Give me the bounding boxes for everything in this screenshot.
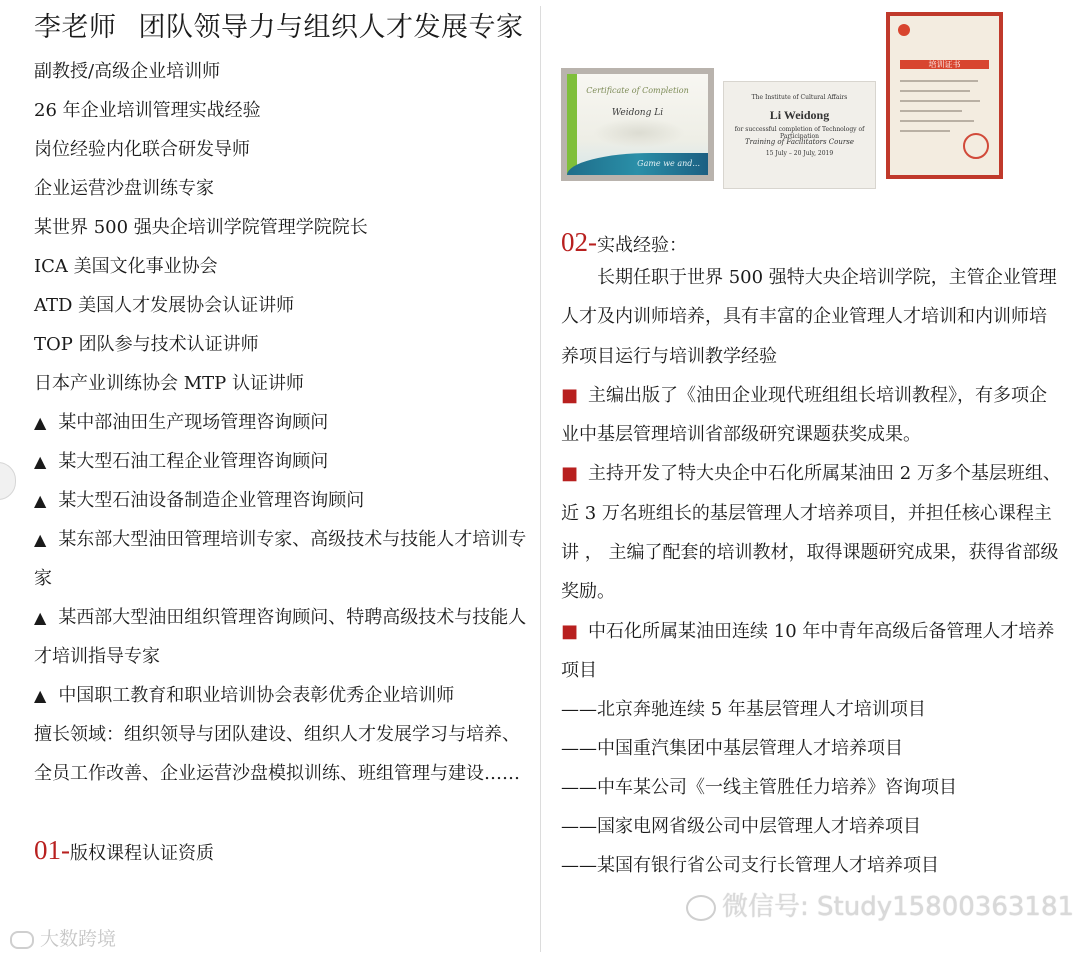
achievement-text: 中石化所属某油田连续 10 年中青年高级后备管理人才培养项目 [561,620,1055,681]
role-text: 某大型石油工程企业管理咨询顾问 [58,451,329,472]
achievement-text: 主持开发了特大央企中石化所属某油田 2 万多个基层班组、近 3 万名班组长的基层管理人才培养项目，并担任核心课程主讲 ， 主编了配套的培训教材，取得课题研究成果，获得省部级奖励。 [561,463,1061,603]
project-item: ——北京奔驰连续 5 年基层管理人才培训项目 [561,699,926,721]
brand-text: 大数跨境 [40,928,117,950]
certificate-image [886,12,1003,179]
achievement-text: 主编出版了《油田企业现代班组组长培训教程》，有多项企业中基层管理培训省部级研究课题获奖成果。 [561,384,1048,446]
role-item [34,442,534,481]
credential-item: 岗位经验内化联合研发导师 [34,139,250,160]
cert-heading: Certificate of Completion [586,86,689,95]
role-item [34,598,534,676]
left-column [34,8,534,866]
side-scroll-handle[interactable] [0,462,16,500]
logo-icon [898,24,910,36]
cert-line: for successful completion of Technology of Participation [734,126,865,140]
section-title: 实战经验： [597,235,687,256]
black-triangle-icon: ▲ [34,530,47,549]
wechat-watermark [686,886,1074,923]
watermark-text: 微信号: Study15800363181 [722,892,1075,922]
role-item [34,520,534,598]
wechat-icon [686,895,716,921]
black-triangle-icon: ▲ [34,413,47,432]
project-item: ——国家电网省级公司中层管理人才培养项目 [561,816,921,838]
credential-item: 日本产业训练协会 MTP 认证讲师 [34,373,304,394]
section-heading-01 [34,835,534,866]
section-heading-02 [561,227,1061,258]
cert-course: Training of Facilitators Course [745,138,854,146]
credential-item: 副教授/高级企业培训师 [34,61,221,82]
cert-issuer: The Institute of Cultural Affairs [751,94,848,101]
expertise-text: ：组织领导与团队建设、组织人才发展学习与培养、全员工作改善、企业运营沙盘模拟训练、班组管理与建设…… [34,724,520,785]
role-text: 某大型石油设备制造企业管理咨询顾问 [58,490,365,511]
project-item: ——中国重汽集团中基层管理人才培养项目 [561,738,903,760]
black-triangle-icon: ▲ [34,452,47,471]
role-item [34,481,534,520]
teacher-title: 团队领导力与组织人才发展专家 [138,12,524,43]
black-triangle-icon: ▲ [34,686,47,705]
achievement-item [561,454,1061,611]
section-title: 版权课程认证资质 [70,842,214,864]
brand-watermark [10,924,116,951]
right-column [561,10,1061,885]
role-item [34,676,534,715]
teacher-name: 李老师 [34,12,117,43]
expertise-label: 擅长领域 [34,724,106,745]
black-triangle-icon: ▲ [34,491,47,510]
page-title [34,8,534,48]
cert-date: 15 July – 20 July, 2019 [765,150,834,157]
credential-item: TOP 团队参与技术认证讲师 [34,334,259,355]
certificate-image [561,68,714,181]
red-square-icon: ■ [561,620,579,642]
achievement-item [561,612,1061,691]
red-square-icon: ■ [561,384,579,406]
credential-item: 某世界 500 强央企培训学院管理学院院长 [34,217,368,238]
role-item [34,403,534,442]
cert-footer: Game we and... [637,159,700,168]
cert-title: 培训证书 [928,60,961,69]
section-number: 01- [34,834,70,865]
column-divider [540,6,541,952]
world-map-icon [593,118,685,148]
red-square-icon: ■ [561,463,579,485]
cert-name: Li Weidong [769,108,830,122]
credential-item: 企业运营沙盘训练专家 [34,178,214,199]
role-text: 某东部大型油田管理培训专家、高级技术与技能人才培训专家 [34,529,527,589]
expertise-paragraph [34,715,534,794]
section-number: 02- [561,227,597,257]
black-triangle-icon: ▲ [34,608,47,627]
certificate-image [723,81,876,189]
role-text: 某西部大型油田组织管理咨询顾问、特聘高级技术与技能人才培训指导专家 [34,607,527,667]
seal-icon [963,133,989,159]
role-text: 某中部油田生产现场管理咨询顾问 [58,412,329,433]
credential-item: ICA 美国文化事业协会 [34,256,218,277]
certificate-gallery [561,10,1061,205]
project-item: ——中车某公司《一线主管胜任力培养》咨询项目 [561,777,957,799]
achievement-item [561,376,1061,455]
brand-logo-icon [10,931,34,949]
intro-paragraph: 长期任职于世界 500 强特大央企培训学院，主管企业管理人才及内训师培养，具有丰富的企业管理人才培训和内训师培养项目运行与培训教学经验 [561,267,1057,367]
role-text: 中国职工教育和职业培训协会表彰优秀企业培训师 [58,685,455,706]
credential-item: ATD 美国人才发展协会认证讲师 [34,295,295,316]
credential-item: 26 年企业培训管理实战经验 [34,100,261,121]
cert-name: Weidong Li [611,108,664,118]
project-item: ——某国有银行省公司支行长管理人才培养项目 [561,855,939,877]
